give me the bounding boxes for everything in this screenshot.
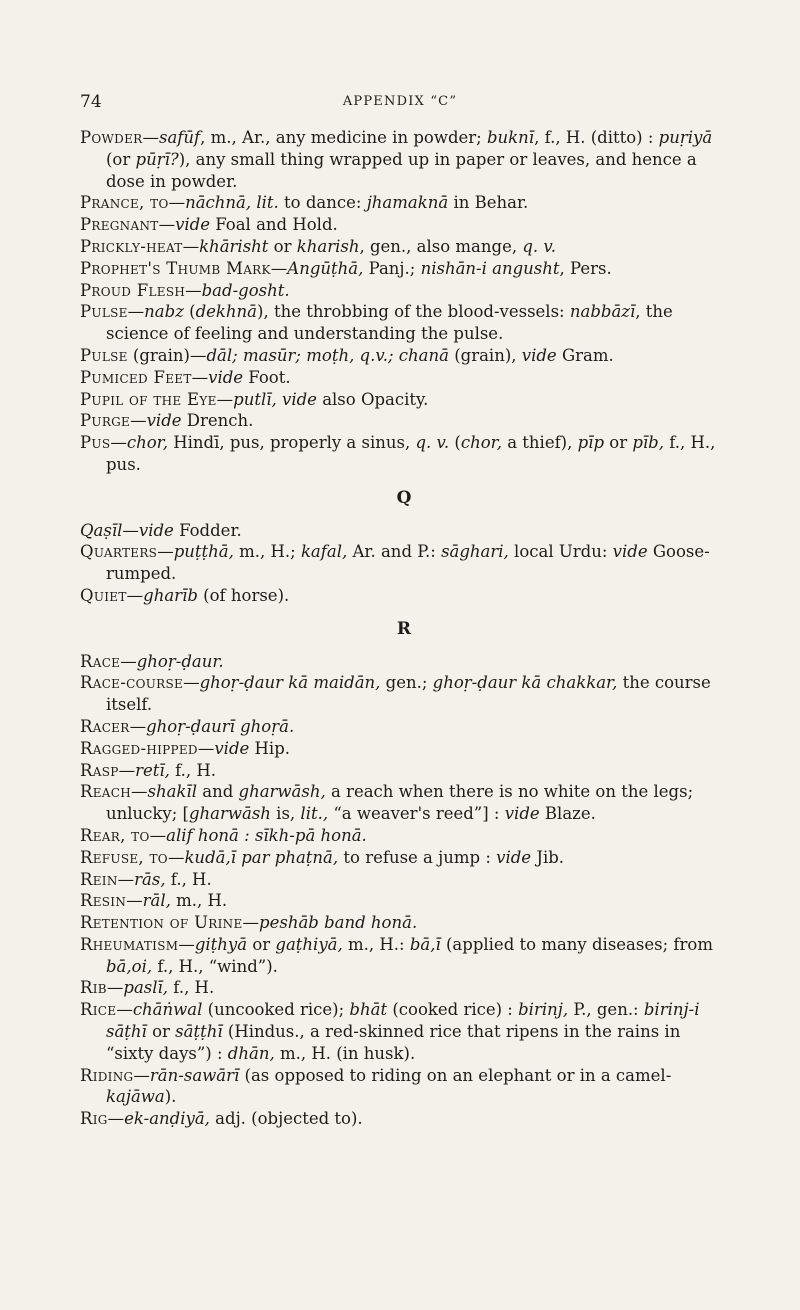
entry-text: bad-gosht. — [201, 280, 290, 300]
entry-text: (as opposed to riding on an elephant or in a camel- — [239, 1065, 672, 1085]
entry-text: rāl, — [142, 891, 171, 911]
entry-text: kharish — [296, 236, 360, 256]
glossary-entry — [80, 127, 728, 192]
entry-text: vide — [208, 367, 244, 387]
entry-term: Riding — [80, 1065, 134, 1085]
glossary-entry — [80, 236, 728, 258]
entry-text: Ar. and P.: — [347, 542, 442, 562]
entry-text: pūṛī? — [135, 149, 179, 169]
entry-separator: — — [127, 302, 145, 322]
entry-text: f., H. — [169, 760, 217, 780]
entry-separator: — — [183, 673, 200, 693]
entry-text: or — [247, 934, 276, 954]
entry-text: Hindī, pus, properly a sinus, — [167, 433, 416, 453]
glossary-entry — [80, 672, 728, 716]
entry-separator: — — [107, 1109, 125, 1129]
entry-text: Gram. — [556, 345, 614, 365]
entry-separator: — — [197, 738, 215, 758]
section-letter: Q — [396, 487, 412, 508]
entry-text: the course itself. — [106, 673, 711, 715]
glossary-entry — [80, 345, 728, 367]
entry-text: ghoṛ-ḍaur kā maidān, — [199, 673, 381, 693]
entry-text: Panj.; — [363, 258, 421, 278]
glossary-entry — [80, 585, 728, 607]
entry-term: Retention of Urine — [80, 913, 243, 933]
entry-text: puṭṭhā, — [173, 542, 234, 562]
entry-text: m., H. (in husk). — [274, 1043, 416, 1063]
entry-text: nabbāzī — [569, 302, 636, 322]
entry-text: vide — [496, 847, 532, 867]
entry-term: Rear, to — [80, 825, 150, 845]
entry-text: or — [268, 236, 297, 256]
entry-text: kajāwa — [106, 1087, 165, 1107]
entry-separator: — — [131, 782, 148, 802]
entry-separator: — — [110, 433, 127, 453]
entry-text: pīp — [577, 433, 605, 453]
entry-separator: — — [158, 215, 176, 235]
entry-term: Pumiced Feet — [80, 367, 192, 387]
glossary-entry — [80, 934, 728, 978]
entry-text: bā,ī — [409, 934, 441, 954]
entry-text: vide — [521, 345, 557, 365]
entry-text: , Pers. — [559, 258, 612, 278]
entry-text: alif honā : sīkh-pā honā. — [166, 825, 367, 845]
entry-text: paslī, — [123, 978, 169, 998]
entry-text: f., H., pus. — [106, 433, 716, 474]
entry-term: Refuse, to — [80, 847, 168, 867]
glossary-entry — [80, 192, 728, 214]
entry-text: giṭhyā — [194, 934, 248, 954]
entry-text: ), any small thing wrapped up in paper or leaves, and hence a dose in powder. — [106, 149, 697, 191]
section-letter: R — [396, 618, 412, 639]
entry-separator: — — [129, 716, 147, 736]
entry-text: (grain), — [448, 345, 522, 365]
entry-term: Pus — [80, 433, 111, 453]
entry-text: khārisht — [199, 236, 269, 256]
entry-text: vide — [138, 520, 174, 540]
glossary-entry — [80, 432, 728, 476]
entry-term: Race-course — [80, 673, 184, 693]
entry-text: (or — [106, 149, 136, 169]
entry-term: Prickly-heat — [80, 236, 183, 256]
entry-text: nabz — [144, 302, 184, 322]
entry-text: gaṭhiyā, — [275, 934, 343, 954]
entry-text: to dance: — [278, 193, 367, 213]
entry-text: chor, — [126, 433, 168, 453]
glossary-entry — [80, 847, 728, 869]
entry-text: rān-sawārī — [149, 1065, 240, 1085]
entry-text: gharīb — [143, 585, 198, 605]
running-head: APPENDIX “C” — [342, 94, 458, 109]
entry-text: , f., H. (ditto) : — [534, 128, 659, 147]
entry-term: Rice — [80, 1000, 117, 1020]
entry-text: , the science of feeling and understanding the pulse. — [106, 302, 673, 344]
entry-term: Pulse — [80, 345, 128, 365]
entry-text: chāṅwal — [132, 1000, 203, 1020]
entry-separator: — — [167, 847, 185, 867]
entry-text: or — [146, 1022, 176, 1042]
glossary-entry — [80, 999, 728, 1064]
entry-text: dhān, — [227, 1043, 275, 1063]
entry-term: Prance, to — [80, 193, 169, 213]
glossary-entry — [80, 760, 728, 782]
entry-separator: — — [122, 520, 139, 540]
entry-term: Prophet's Thumb Mark — [80, 258, 271, 278]
entry-separator: — — [117, 869, 135, 889]
glossary-entry — [80, 825, 728, 847]
entry-text: local Urdu: — [508, 542, 613, 562]
entry-text: (Hindus., a red-skinned rice that ripens in the rains in “sixty days”) : — [106, 1022, 681, 1063]
entry-separator: — — [185, 280, 202, 300]
entry-text: kafal, — [300, 542, 348, 562]
entry-term: Rig — [80, 1109, 108, 1129]
entry-separator: — — [182, 236, 200, 256]
glossary-entry — [80, 258, 728, 280]
entry-text: is, — [270, 804, 301, 824]
entry-text: rās, — [134, 869, 166, 889]
entry-separator: — — [126, 585, 144, 605]
glossary-content — [80, 127, 728, 1130]
entry-text: vide — [146, 411, 182, 431]
entry-text: vide — [612, 542, 648, 562]
entry-text: birinj-i sāṭhī — [106, 1000, 700, 1042]
glossary-entry — [80, 1108, 728, 1130]
entry-text: Drench. — [181, 411, 254, 431]
entry-text: q. v. — [522, 236, 557, 256]
entry-text: vide — [504, 804, 540, 824]
entry-term: Purge — [80, 411, 131, 431]
entry-text: m., H.; — [233, 542, 301, 562]
entry-text: peshāb band honā. — [259, 913, 418, 933]
entry-text: (applied to many diseases; from — [440, 934, 713, 954]
entry-text: nāchnā, lit. — [185, 193, 279, 213]
entry-term: Ragged-hipped — [80, 738, 198, 758]
glossary-entry — [80, 912, 728, 934]
entry-text: or — [604, 433, 633, 453]
page-header — [80, 92, 720, 116]
glossary-entry — [80, 890, 728, 912]
entry-text: sāghari, — [441, 542, 509, 562]
glossary-entry — [80, 410, 728, 432]
entry-term: Rib — [80, 978, 107, 998]
entry-text: jhamaknā — [366, 193, 449, 213]
glossary-entry — [80, 716, 728, 738]
entry-text: bā,oi, — [106, 956, 153, 976]
entry-term: Quarters — [80, 542, 158, 562]
entry-text: , m., Ar., any medicine in powder; — [200, 128, 487, 147]
entry-text: shakīl — [147, 782, 197, 802]
entry-text: f., H. — [165, 869, 212, 889]
entry-text: “a weaver's reed”] : — [328, 804, 505, 824]
entry-separator: — — [216, 389, 234, 409]
entry-separator: — — [133, 1065, 150, 1085]
entry-text: gharwāsh, — [238, 782, 326, 802]
entry-text: adj. (objected to). — [209, 1109, 363, 1129]
entry-text: and — [196, 782, 239, 802]
entry-text: dekhnā — [195, 302, 258, 322]
entry-text: ( — [449, 433, 461, 453]
entry-separator: — — [242, 913, 260, 933]
entry-separator: — — [142, 128, 159, 147]
entry-text: Jib. — [531, 847, 565, 867]
entry-text: ), the throbbing of the blood-vessels: — [257, 302, 570, 322]
entry-text: , gen., also mange, — [359, 236, 523, 256]
glossary-entry — [80, 520, 728, 542]
glossary-entry — [80, 977, 728, 999]
entry-text: ( — [183, 302, 196, 322]
entry-text: ). — [164, 1087, 177, 1107]
entry-text: sāṭṭhī — [175, 1022, 223, 1042]
entry-term: Pupil of the Eye — [80, 389, 217, 409]
entry-text: buknī — [486, 128, 535, 147]
entry-separator: — — [270, 258, 288, 278]
entry-text: a reach when there is no white on the legs; unlucky; [ — [106, 782, 694, 824]
entry-text: (of horse). — [197, 585, 290, 605]
entry-text: f., H., “wind”). — [152, 956, 278, 976]
entry-text: birinj, — [518, 1000, 569, 1020]
entry-text: putlī, vide — [233, 389, 317, 409]
entry-text: (uncooked rice); — [202, 1000, 350, 1020]
glossary-entry — [80, 651, 728, 673]
glossary-entry — [80, 214, 728, 236]
entry-text: Fodder. — [173, 520, 242, 540]
glossary-entry — [80, 389, 728, 411]
entry-text: bhāt — [349, 1000, 388, 1020]
entry-separator: — — [130, 411, 147, 431]
entry-separator: — — [120, 651, 137, 671]
glossary-entry — [80, 781, 728, 825]
entry-text: m., H.: — [342, 934, 410, 954]
entry-text: ek-anḍiyā, — [124, 1109, 210, 1129]
glossary-entry — [80, 301, 728, 345]
entry-term: Resin — [80, 891, 127, 911]
entry-text: pīb, — [632, 433, 664, 453]
entry-text: vide — [214, 738, 250, 758]
entry-text: gharwāsh — [188, 804, 271, 824]
entry-separator: — — [191, 367, 209, 387]
entry-text: dāl; masūr; moṭh, q.v.; chanā — [206, 345, 449, 365]
glossary-entry — [80, 869, 728, 891]
page-number: 74 — [80, 92, 102, 112]
entry-term: Quiet — [80, 585, 127, 605]
entry-separator: — — [106, 978, 124, 998]
entry-term: Race — [80, 651, 121, 671]
entry-separator: — — [118, 760, 136, 780]
entry-term: Proud Flesh — [80, 280, 186, 300]
entry-separator: — — [149, 825, 167, 845]
glossary-entry — [80, 280, 728, 302]
entry-text: Foot. — [243, 367, 291, 387]
glossary-entry — [80, 541, 728, 585]
entry-text: ghoṛ-ḍaurī ghoṛā. — [146, 716, 295, 736]
entry-text: a thief), — [501, 433, 578, 453]
entry-text: puṛiyā — [658, 128, 713, 147]
entry-term: Rein — [80, 869, 118, 889]
entry-text: f., H. — [168, 978, 215, 998]
entry-text: chor, — [460, 433, 502, 453]
entry-text: Foal and Hold. — [210, 215, 338, 235]
entry-text: m., H. — [170, 891, 228, 911]
entry-term: Rheumatism — [80, 934, 179, 954]
entry-text: vide — [175, 215, 210, 235]
entry-term: Pregnant — [80, 215, 159, 235]
entry-text: P., gen.: — [568, 1000, 644, 1020]
entry-term: Racer — [80, 716, 130, 736]
entry-text: nishān-i angusht — [420, 258, 560, 278]
entry-text: lit., — [300, 804, 329, 824]
glossary-entry — [80, 738, 728, 760]
entry-term: Reach — [80, 782, 131, 802]
entry-separator: (grain)— — [127, 345, 207, 365]
entry-separator: — — [168, 193, 186, 213]
entry-text: Angūṭhā, — [287, 258, 364, 278]
entry-text: Hip. — [249, 738, 291, 758]
entry-text: ghoṛ-ḍaur. — [136, 651, 224, 671]
entry-text: kudā,ī par phaṭnā, — [184, 847, 339, 867]
entry-separator: — — [126, 891, 143, 911]
entry-text: safūf — [159, 128, 201, 147]
entry-text: to refuse a jump : — [338, 847, 497, 867]
glossary-entry — [80, 1065, 728, 1109]
entry-separator: — — [178, 934, 195, 954]
entry-term: Rasp — [80, 760, 119, 780]
entry-separator: — — [157, 542, 174, 562]
entry-text: also Opacity. — [316, 389, 429, 409]
entry-text: q. v. — [415, 433, 450, 453]
entry-term: Powder — [80, 128, 143, 147]
entry-text: in Behar. — [448, 193, 529, 213]
entry-text: (cooked rice) : — [387, 1000, 519, 1020]
entry-text: Goose-rumped. — [106, 542, 710, 584]
entry-text: retī, — [135, 760, 170, 780]
entry-text: ghoṛ-ḍaur kā chakkar, — [432, 673, 618, 693]
entry-term: Qaṣīl — [80, 520, 123, 540]
glossary-entry — [80, 367, 728, 389]
entry-text: gen.; — [380, 673, 433, 693]
entry-text: Blaze. — [539, 804, 596, 824]
entry-separator: — — [116, 1000, 133, 1020]
entry-term: Pulse — [80, 302, 128, 322]
